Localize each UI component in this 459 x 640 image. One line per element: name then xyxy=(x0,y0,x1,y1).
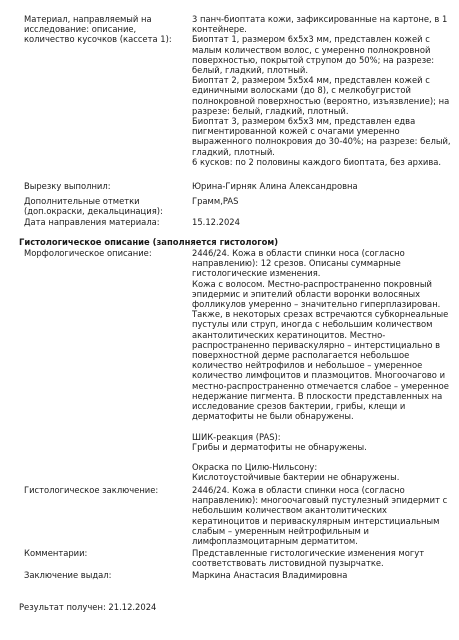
value-line: Представленные гистологические изменения могут xyxy=(192,548,425,558)
referral-date-value xyxy=(192,217,444,227)
value-line: Кожа с волосом. Местно-распространенно покровный xyxy=(192,278,432,289)
value-line: гладкий, плотный. xyxy=(192,146,275,157)
value-line: поверхностью, покрытой струпом до 50%; на разрезе: xyxy=(192,54,435,65)
value-line: фолликулов умеренно – значительно гиперплазирован. xyxy=(192,299,441,310)
value-line: 3 панч-биоптата кожи, зафиксированные на картоне, в 1 xyxy=(192,14,448,24)
value-line: 6 кусков: по 2 половины каждого биоптата, без архива. xyxy=(192,156,442,167)
value-line: местно-распространенно отмечается слабое – умеренное xyxy=(192,380,449,391)
value-line: Маркина Анастасия Владимировна xyxy=(192,570,348,580)
value-line: акантолитических кератиноцитов. Местно- xyxy=(192,329,386,340)
section-title: Гистологическое описание (заполняется гистологом) xyxy=(19,237,279,247)
blank-line xyxy=(192,421,444,431)
value-line: Грибы и дерматофиты не обнаружены. xyxy=(192,441,367,452)
value-line: белый, гладкий, плотный. xyxy=(192,65,309,76)
value-line: Биоптат 2, размером 5x5x4 мм, представлен кожей с xyxy=(192,75,430,86)
value-line: количество нейтрофилов и небольшое – умеренное xyxy=(192,360,423,371)
value-line: Юрина-Гирняк Алина Александровна xyxy=(192,181,358,191)
comments-value xyxy=(192,548,444,568)
value-line: кератиноцитов и периваскулярным интерстициальным xyxy=(192,515,440,526)
value-line: Также, в некоторых срезах встречаются субкорнеальные xyxy=(192,309,449,320)
material-description-value xyxy=(192,14,451,167)
value-line: полнокровной поверхностью (вероятно, изъязвление); на xyxy=(192,95,450,106)
value-line: количество лимфоцитов и плазмоцитов. Многоочагово и xyxy=(192,370,446,381)
additional-notes-label: Дополнительные отметки (доп.окраски, декальцинация): xyxy=(24,196,163,217)
value-line: Биоптат 3, размером 6x5x3 мм, представлен едва xyxy=(192,116,416,127)
value-line: направлению): 12 срезов. Описаны суммарные xyxy=(192,258,401,269)
value-line: выраженного полнокровия до 30-40%; на разрезе: белый, xyxy=(192,136,451,147)
value-line: небольшим количеством акантолитических xyxy=(192,505,387,516)
conclusion-issued-by-value xyxy=(192,570,444,580)
value-line: Грамм,PAS xyxy=(192,196,239,206)
value-line: разрезе: белый, гладкий, плотный. xyxy=(192,105,349,116)
value-line: пигментированной кожей с очагами умеренно xyxy=(192,126,400,137)
value-line: исследование срезов бактерии, грибы, клещи и xyxy=(192,401,406,412)
value-line: 2446/24. Кожа в области спинки носа (согласно xyxy=(192,485,405,495)
result-received-date: Результат получен: 21.12.2024 xyxy=(19,602,157,612)
comments-label: Комментарии: xyxy=(24,548,88,558)
referral-date-label: Дата направления материала: xyxy=(24,217,160,227)
value-line: Кислотоустойчивые бактерии не обнаружены. xyxy=(192,472,400,483)
value-line: единичными волосками (до 8), с мелкобугристой xyxy=(192,85,411,96)
material-description-label: Материал, направляемый на исследование: описание, количество кусочков (кассета 1): xyxy=(24,14,172,45)
value-line: Окраска по Цилю-Нильсону: xyxy=(192,462,318,473)
blank-line xyxy=(192,452,444,462)
value-line: дерматофиты не были обнаружены. xyxy=(192,411,354,422)
conclusion-issued-by-label: Заключение выдал: xyxy=(24,570,112,580)
histological-conclusion-value xyxy=(192,485,448,547)
cut-performed-by-value xyxy=(192,181,444,191)
morphology-description-value xyxy=(192,248,449,483)
value-line: лимфоплазмоцитарным дерматитом. xyxy=(192,536,358,547)
value-line: распространенно периваскулярно – интерстициально в xyxy=(192,339,441,350)
value-line: Биоптат 1, размером 6x5x3 мм, представлен кожей с xyxy=(192,34,430,45)
value-line: пустулы или струп, иногда с небольшим количеством xyxy=(192,319,433,330)
cut-performed-by-label: Вырезку выполнил: xyxy=(24,181,111,191)
value-line: гистологические изменения. xyxy=(192,268,321,279)
value-line: контейнере. xyxy=(192,24,247,35)
value-line: ШИК-реакция (PAS): xyxy=(192,431,281,442)
additional-notes-value xyxy=(192,196,444,206)
value-line: направлению): многоочаговый пустулезный эпидермит с xyxy=(192,495,448,506)
value-line: соответствовать листовидной пузырчатке. xyxy=(192,558,384,569)
value-line: поверхностной дерме располагается небольшое xyxy=(192,350,410,361)
value-line: недержание пигмента. В плоскости представленных на xyxy=(192,390,443,401)
value-line: малым количеством волос, с умеренно полнокровной xyxy=(192,44,431,55)
value-line: 2446/24. Кожа в области спинки носа (согласно xyxy=(192,248,405,258)
value-line: 15.12.2024 xyxy=(192,217,240,227)
histological-conclusion-label: Гистологическое заключение: xyxy=(24,485,159,495)
morphology-description-label: Морфологическое описание: xyxy=(24,248,152,258)
value-line: слабым – умеренным нейтрофильным и xyxy=(192,525,369,536)
value-line: эпидермис и эпителий области воронки волосяных xyxy=(192,288,421,299)
